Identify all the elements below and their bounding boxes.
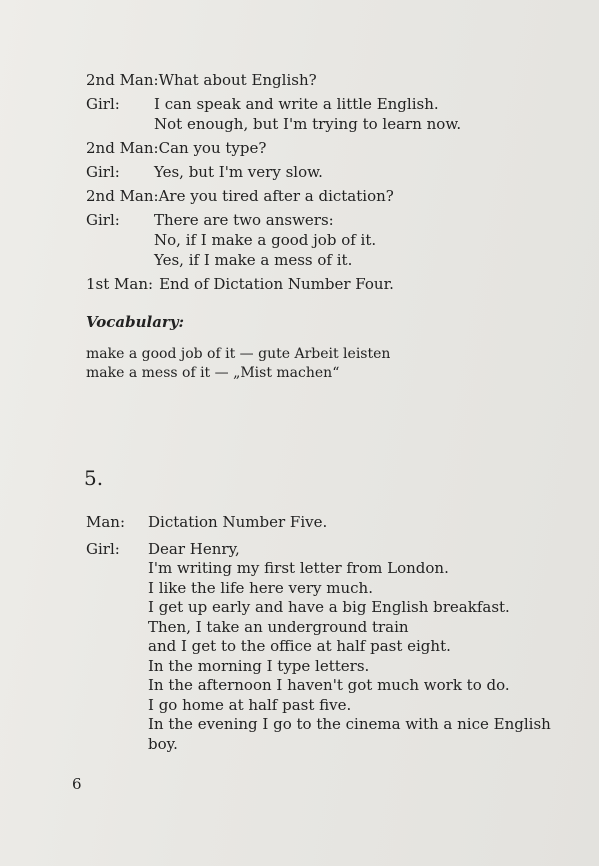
speech-line: Not enough, but I'm trying to learn now. — [154, 115, 462, 133]
speech-line: I can speak and write a little English. — [154, 95, 439, 113]
vocabulary-item: make a mess of it — „Mist machen“ — [86, 365, 340, 381]
dialogue-part-1 — [86, 70, 566, 298]
speech-line: I like the life here very much. — [148, 578, 373, 597]
speech-line: and I get to the office at half past eight. — [148, 637, 451, 655]
speaker-label: Girl: — [86, 539, 120, 558]
speaker-label: 1st Man: — [86, 275, 154, 293]
dialogue-line — [86, 513, 556, 533]
dialogue-line — [86, 70, 566, 90]
dialogue-line — [86, 186, 566, 206]
speech-line: End of Dictation Number Four. — [159, 275, 394, 293]
speech-line: Can you type? — [158, 139, 267, 157]
speech-text — [159, 70, 566, 90]
speech-line: In the afternoon I haven't got much work to do. — [148, 676, 510, 694]
page-number: 6 — [72, 775, 82, 793]
speaker-label: 2nd Man: — [86, 139, 159, 157]
dialogue-line — [86, 162, 566, 182]
speaker-label: Girl: — [86, 211, 120, 229]
speech-text — [148, 540, 556, 755]
speech-text — [148, 513, 556, 533]
section-number: 5. — [84, 466, 104, 490]
speaker-label: 2nd Man: — [86, 187, 159, 205]
dialogue-part-2 — [86, 513, 556, 761]
speech-line: Yes, but I'm very slow. — [154, 163, 323, 181]
speech-line: There are two answers: — [154, 211, 334, 229]
speech-text — [159, 138, 566, 158]
speech-line: I get up early and have a big English breakfast. — [148, 598, 510, 616]
vocabulary-heading: Vocabulary: — [86, 313, 185, 331]
speech-line: Are you tired after a dictation? — [158, 187, 394, 205]
speech-line: Then, I take an underground train — [148, 617, 409, 636]
vocabulary-item: make a good job of it — gute Arbeit leisten — [86, 346, 391, 362]
dialogue-line — [86, 274, 566, 294]
speech-line: Dear Henry, — [148, 539, 240, 558]
speech-line: In the morning I type letters. — [148, 656, 370, 675]
speech-line: In the evening I go to the cinema with a nice English boy. — [148, 715, 551, 753]
speech-line: What about English? — [158, 71, 317, 89]
speaker-label: Man: — [86, 513, 126, 531]
speech-line: I go home at half past five. — [148, 695, 352, 714]
dialogue-line — [86, 138, 566, 158]
speech-text — [153, 274, 566, 294]
speech-text — [159, 186, 566, 206]
speaker-label: Girl: — [86, 163, 120, 181]
dialogue-line — [86, 540, 556, 755]
speech-line: Yes, if I make a mess of it. — [154, 251, 353, 269]
speech-text — [154, 162, 566, 182]
speaker-label: Girl: — [86, 95, 120, 113]
speaker-label: 2nd Man: — [86, 71, 159, 89]
speech-text — [154, 94, 566, 134]
speech-line: I'm writing my first letter from London. — [148, 559, 449, 577]
speech-line: No, if I make a good job of it. — [154, 231, 377, 249]
vocabulary-list — [86, 345, 390, 383]
speech-text — [154, 210, 566, 270]
speech-line: Dictation Number Five. — [148, 513, 328, 531]
dialogue-line — [86, 94, 566, 134]
dialogue-line — [86, 210, 566, 270]
